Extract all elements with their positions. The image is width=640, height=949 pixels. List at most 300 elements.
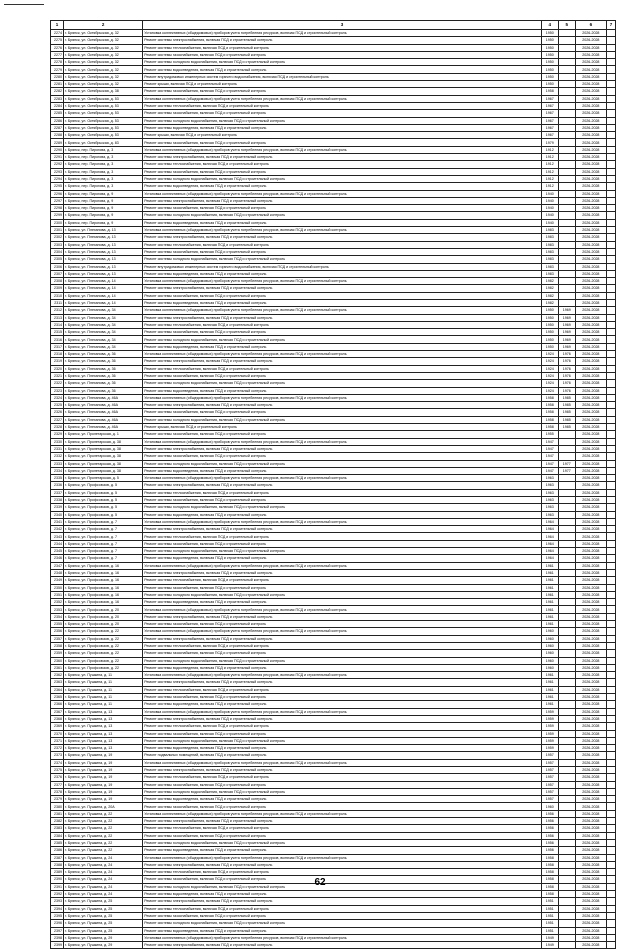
table-cell: г. Брянск, ул. Плеханова, д. 46А xyxy=(64,416,143,423)
table-cell xyxy=(606,438,615,445)
table-cell: 1961 xyxy=(541,577,558,584)
table-cell: 2329 xyxy=(51,431,64,438)
table-cell: г. Брянск, ул. Плеханова, д. 14 xyxy=(64,292,143,299)
table-cell: 2026-2028 xyxy=(575,664,606,671)
table-row xyxy=(51,256,616,263)
table-cell: 2337 xyxy=(51,489,64,496)
table-cell: г. Брянск, ул. Профсоюзов, д. 16 xyxy=(64,562,143,569)
table-cell: 2311 xyxy=(51,299,64,306)
table-cell: 2309 xyxy=(51,285,64,292)
table-cell xyxy=(606,409,615,416)
table-row xyxy=(51,796,616,803)
table-cell: Ремонт системы водоотведения, включая ПСД и строительный контроль xyxy=(143,511,541,518)
table-row xyxy=(51,825,616,832)
table-cell: 1964 xyxy=(541,533,558,540)
table-cell: Ремонт системы водоотведения, включая ПСД и строительный контроль xyxy=(143,183,541,190)
table-cell xyxy=(558,737,575,744)
table-cell: 1982 xyxy=(541,285,558,292)
table-cell: 2325 xyxy=(51,402,64,409)
table-cell: 2026-2028 xyxy=(575,759,606,766)
table-cell: 2349 xyxy=(51,577,64,584)
table-cell xyxy=(606,95,615,102)
table-cell: г. Брянск, ул. Профсоюзов, д. 22 xyxy=(64,650,143,657)
table-cell: 2279 xyxy=(51,66,64,73)
table-cell: 2026-2028 xyxy=(575,219,606,226)
table-cell: Ремонт системы водоотведения, включая ПСД и строительный контроль xyxy=(143,664,541,671)
table-cell: Ремонт системы холодного водоснабжения, включая ПСД и строительный контроль xyxy=(143,117,541,124)
table-cell: 2026-2028 xyxy=(575,248,606,255)
table-cell xyxy=(606,102,615,109)
table-cell: г. Брянск, ул. Октябрьская, д. 53 xyxy=(64,117,143,124)
table-row xyxy=(51,219,616,226)
table-row xyxy=(51,248,616,255)
table-cell: Ремонт системы электроснабжения, включая ПСД и строительный контроль xyxy=(143,234,541,241)
table-row xyxy=(51,942,616,949)
table-cell: г. Брянск, ул. Пушкина, д. 24 xyxy=(64,854,143,861)
table-cell: Ремонт системы газоснабжения, включая ПСД и строительный контроль xyxy=(143,584,541,591)
table-row xyxy=(51,810,616,817)
table-cell: 2026-2028 xyxy=(575,628,606,635)
table-cell: Ремонт системы электроснабжения, включая ПСД и строительный контроль xyxy=(143,861,541,868)
table-cell: 1961 xyxy=(541,672,558,679)
table-cell: г. Брянск, ул. Пушкина, д. 25 xyxy=(64,927,143,934)
table-cell: 1912 xyxy=(541,175,558,182)
table-cell: г. Брянск, ул. Пушкина, д. 29 xyxy=(64,934,143,941)
table-cell xyxy=(558,95,575,102)
table-cell: 1959 xyxy=(541,723,558,730)
table-cell xyxy=(606,205,615,212)
table-cell xyxy=(606,44,615,51)
table-row xyxy=(51,715,616,722)
table-cell: 2372 xyxy=(51,745,64,752)
table-cell: 1983 xyxy=(541,248,558,255)
table-cell: Ремонт системы холодного водоснабжения, включая ПСД и строительный контроль xyxy=(143,839,541,846)
table-cell xyxy=(606,270,615,277)
table-cell xyxy=(606,365,615,372)
table-cell: Ремонт системы газоснабжения, включая ПСД и строительный контроль xyxy=(143,803,541,810)
table-cell: Ремонт системы водоотведения, включая ПСД и строительный контроль xyxy=(143,796,541,803)
table-cell: 2026-2028 xyxy=(575,752,606,759)
table-cell: Ремонт системы газоснабжения, включая ПСД и строительный контроль xyxy=(143,329,541,336)
table-cell xyxy=(606,307,615,314)
table-cell xyxy=(606,774,615,781)
table-cell: г. Брянск, ул. Октябрьская, д. 53 xyxy=(64,102,143,109)
table-cell xyxy=(606,591,615,598)
table-cell xyxy=(606,402,615,409)
table-cell xyxy=(558,270,575,277)
table-cell xyxy=(558,183,575,190)
table-row xyxy=(51,788,616,795)
table-row xyxy=(51,139,616,146)
table-cell: 2350 xyxy=(51,584,64,591)
table-cell: 2026-2028 xyxy=(575,832,606,839)
table-cell: г. Брянск, ул. Пушкина, д. 22 xyxy=(64,832,143,839)
table-cell: 2026-2028 xyxy=(575,51,606,58)
table-cell: Ремонт системы холодного водоснабжения, включая ПСД и строительный контроль xyxy=(143,460,541,467)
table-cell: Ремонт системы водоотведения, включая ПСД и строительный контроль xyxy=(143,891,541,898)
table-cell: г. Брянск, ул. Плеханова, д. 34 xyxy=(64,321,143,328)
table-cell: 2373 xyxy=(51,752,64,759)
table-cell: 1964 xyxy=(541,548,558,555)
table-cell xyxy=(558,299,575,306)
table-cell: Ремонт системы холодного водоснабжения, включая ПСД и строительный контроль xyxy=(143,504,541,511)
table-cell xyxy=(606,263,615,270)
table-cell: 1950 xyxy=(541,329,558,336)
table-cell xyxy=(606,664,615,671)
table-row xyxy=(51,606,616,613)
table-row xyxy=(51,285,616,292)
table-cell xyxy=(558,278,575,285)
table-cell: 2332 xyxy=(51,453,64,460)
table-cell xyxy=(558,475,575,482)
table-cell: 2282 xyxy=(51,88,64,95)
table-cell: г. Брянск, ул. Профсоюзов, д. 20 xyxy=(64,621,143,628)
table-cell: г. Брянск, ул. Профсоюзов, д. 5 xyxy=(64,511,143,518)
table-cell: г. Брянск, ул. Пушкина, д. 24 xyxy=(64,883,143,890)
table-cell: 2026-2028 xyxy=(575,175,606,182)
table-cell xyxy=(606,504,615,511)
table-cell: 2379 xyxy=(51,796,64,803)
table-cell: 2392 xyxy=(51,891,64,898)
table-cell: 1957 xyxy=(541,766,558,773)
table-cell: Установка коллективных (общедомовых) приборов учета потребления ресурсов, включая ПСД и строительный контроль xyxy=(143,562,541,569)
table-row xyxy=(51,927,616,934)
table-cell: 1960 xyxy=(541,635,558,642)
table-cell xyxy=(558,161,575,168)
table-cell: 1960 xyxy=(541,657,558,664)
table-cell: 2286 xyxy=(51,117,64,124)
table-cell: 2285 xyxy=(51,110,64,117)
table-cell xyxy=(606,548,615,555)
table-cell: г. Брянск, пер. Пирогова, д. 9 xyxy=(64,197,143,204)
table-cell: 2026-2028 xyxy=(575,810,606,817)
table-cell: 2026-2028 xyxy=(575,715,606,722)
table-cell: г. Брянск, ул. Плеханова, д. 36 xyxy=(64,351,143,358)
table-cell xyxy=(606,781,615,788)
table-cell: г. Брянск, пер. Пирогова, д. 3 xyxy=(64,154,143,161)
table-cell: 1940 xyxy=(541,190,558,197)
table-row xyxy=(51,766,616,773)
table-cell xyxy=(606,453,615,460)
table-cell: Ремонт системы теплоснабжения, включая ПСД и строительный контроль xyxy=(143,905,541,912)
table-cell: г. Брянск, ул. Профсоюзов, д. 7 xyxy=(64,533,143,540)
table-cell: 2277 xyxy=(51,51,64,58)
table-cell xyxy=(558,766,575,773)
table-cell: г. Брянск, ул. Профсоюзов, д. 20 xyxy=(64,606,143,613)
table-cell xyxy=(558,810,575,817)
table-row xyxy=(51,475,616,482)
table-cell xyxy=(558,88,575,95)
table-cell xyxy=(606,562,615,569)
table-cell: 2026-2028 xyxy=(575,927,606,934)
table-cell: 2383 xyxy=(51,825,64,832)
table-cell: 1958 xyxy=(541,861,558,868)
table-cell xyxy=(558,796,575,803)
table-row xyxy=(51,752,616,759)
table-cell: Установка коллективных (общедомовых) приборов учета потребления ресурсов, включая ПСД и строительный контроль xyxy=(143,190,541,197)
table-cell: 2289 xyxy=(51,139,64,146)
table-cell xyxy=(606,197,615,204)
table-cell: 2026-2028 xyxy=(575,431,606,438)
table-cell: 2026-2028 xyxy=(575,606,606,613)
table-cell: 1951 xyxy=(541,898,558,905)
table-cell: г. Брянск, ул. Пушкина, д. 19 xyxy=(64,788,143,795)
table-cell xyxy=(558,117,575,124)
header-cell: 6 xyxy=(575,21,606,30)
table-cell xyxy=(606,59,615,66)
table-cell: 2362 xyxy=(51,672,64,679)
table-cell: г. Брянск, ул. Пушкина, д. 19 xyxy=(64,774,143,781)
table-cell: 2371 xyxy=(51,737,64,744)
table-cell: г. Брянск, ул. Плеханова, д. 34 xyxy=(64,343,143,350)
table-cell: г. Брянск, пер. Пирогова, д. 3 xyxy=(64,168,143,175)
table-cell: 2365 xyxy=(51,694,64,701)
table-row xyxy=(51,358,616,365)
table-cell: 2026-2028 xyxy=(575,132,606,139)
table-cell: 2026-2028 xyxy=(575,613,606,620)
table-cell: 2367 xyxy=(51,708,64,715)
table-cell xyxy=(606,168,615,175)
table-cell: Ремонт системы теплоснабжения, включая ПСД и строительный контроль xyxy=(143,161,541,168)
table-cell: Ремонт системы электроснабжения, включая ПСД и строительный контроль xyxy=(143,285,541,292)
table-cell: 1967 xyxy=(541,110,558,117)
table-cell: Ремонт системы водоотведения, включая ПСД и строительный контроль xyxy=(143,343,541,350)
table-cell: г. Брянск, ул. Профсоюзов, д. 7 xyxy=(64,548,143,555)
table-cell: Ремонт системы газоснабжения, включая ПСД и строительный контроль xyxy=(143,88,541,95)
table-cell: Ремонт системы электроснабжения, включая ПСД и строительный контроль xyxy=(143,526,541,533)
table-cell: 2399 xyxy=(51,942,64,949)
table-cell: г. Брянск, ул. Октябрьская, д. 32 xyxy=(64,73,143,80)
table-cell: г. Брянск, ул. Плеханова, д. 13 xyxy=(64,256,143,263)
table-cell xyxy=(558,518,575,525)
table-cell xyxy=(558,577,575,584)
table-cell: 2026-2028 xyxy=(575,66,606,73)
table-cell: 1950 xyxy=(541,336,558,343)
table-cell: 2026-2028 xyxy=(575,876,606,883)
table-cell: 2340 xyxy=(51,511,64,518)
table-cell xyxy=(558,555,575,562)
table-cell: 1924 xyxy=(541,365,558,372)
table-cell: г. Брянск, ул. Профсоюзов, д. 7 xyxy=(64,518,143,525)
table-row xyxy=(51,307,616,314)
table-cell: 2316 xyxy=(51,336,64,343)
table-cell xyxy=(558,708,575,715)
table-cell: 1963 xyxy=(541,482,558,489)
table-row xyxy=(51,460,616,467)
works-table xyxy=(50,20,616,949)
table-cell: Ремонт крыши, включая ПСД и строительный контроль xyxy=(143,424,541,431)
table-cell: 2026-2028 xyxy=(575,723,606,730)
table-cell xyxy=(558,190,575,197)
table-cell: 1964 xyxy=(541,540,558,547)
table-row xyxy=(51,672,616,679)
table-cell: 1985 xyxy=(558,409,575,416)
table-cell: 2344 xyxy=(51,540,64,547)
table-cell: г. Брянск, ул. Пролетарская, д. 38 xyxy=(64,445,143,452)
table-cell: г. Брянск, ул. Профсоюзов, д. 22 xyxy=(64,664,143,671)
table-row xyxy=(51,110,616,117)
table-cell: 1947 xyxy=(541,438,558,445)
table-cell: г. Брянск, ул. Пушкина, д. 19 xyxy=(64,796,143,803)
table-cell: Ремонт системы электроснабжения, включая ПСД и строительный контроль xyxy=(143,898,541,905)
table-row xyxy=(51,263,616,270)
table-cell: г. Брянск, ул. Плеханова, д. 46А xyxy=(64,402,143,409)
table-cell: г. Брянск, пер. Пирогова, д. 9 xyxy=(64,212,143,219)
table-cell: 2288 xyxy=(51,132,64,139)
table-cell: 2317 xyxy=(51,343,64,350)
table-cell: 2026-2028 xyxy=(575,621,606,628)
table-cell: г. Брянск, пер. Пирогова, д. 3 xyxy=(64,175,143,182)
table-row xyxy=(51,562,616,569)
table-row xyxy=(51,365,616,372)
table-cell: 1950 xyxy=(541,81,558,88)
table-cell: 1959 xyxy=(541,715,558,722)
table-cell xyxy=(606,752,615,759)
table-cell xyxy=(558,445,575,452)
table-cell: 2298 xyxy=(51,205,64,212)
table-cell: 2026-2028 xyxy=(575,912,606,919)
table-row xyxy=(51,387,616,394)
table-cell: Установка коллективных (общедомовых) приборов учета потребления ресурсов, включая ПСД и строительный контроль xyxy=(143,146,541,153)
page-number: 62 xyxy=(314,877,326,888)
table-cell: 2026-2028 xyxy=(575,708,606,715)
table-cell: Ремонт системы теплоснабжения, включая ПСД и строительный контроль xyxy=(143,321,541,328)
table-cell: 2026-2028 xyxy=(575,467,606,474)
table-cell: г. Брянск, ул. Профсоюзов, д. 22 xyxy=(64,642,143,649)
table-cell: 2026-2028 xyxy=(575,372,606,379)
table-cell: Установка коллективных (общедомовых) приборов учета потребления ресурсов, включая ПСД и строительный контроль xyxy=(143,475,541,482)
table-cell: 2026-2028 xyxy=(575,270,606,277)
table-cell: 2322 xyxy=(51,380,64,387)
table-cell: г. Брянск, ул. Плеханова, д. 13 xyxy=(64,241,143,248)
table-cell: 2389 xyxy=(51,869,64,876)
table-cell: г. Брянск, ул. Октябрьская, д. 32 xyxy=(64,59,143,66)
header-cell: 7 xyxy=(606,21,615,30)
table-cell: Ремонт системы теплоснабжения, включая ПСД и строительный контроль xyxy=(143,686,541,693)
table-cell: Установка коллективных (общедомовых) приборов учета потребления ресурсов, включая ПСД и строительный контроль xyxy=(143,95,541,102)
table-cell: 2026-2028 xyxy=(575,562,606,569)
table-cell: 2026-2028 xyxy=(575,197,606,204)
table-cell: 2278 xyxy=(51,59,64,66)
table-row xyxy=(51,745,616,752)
table-cell: 1912 xyxy=(541,183,558,190)
table-cell: 2296 xyxy=(51,190,64,197)
table-row xyxy=(51,504,616,511)
table-cell: 1950 xyxy=(541,30,558,37)
table-cell xyxy=(558,613,575,620)
table-cell: 1950 xyxy=(541,51,558,58)
table-cell: 1967 xyxy=(541,132,558,139)
table-cell: 2026-2028 xyxy=(575,642,606,649)
table-cell: 2026-2028 xyxy=(575,154,606,161)
table-cell: 1961 xyxy=(541,606,558,613)
table-cell: 2283 xyxy=(51,95,64,102)
table-row xyxy=(51,372,616,379)
table-cell: Ремонт системы газоснабжения, включая ПСД и строительный контроль xyxy=(143,372,541,379)
table-cell xyxy=(606,803,615,810)
table-cell: 1960 xyxy=(541,628,558,635)
table-cell: г. Брянск, ул. Профсоюзов, д. 7 xyxy=(64,555,143,562)
table-cell: 2026-2028 xyxy=(575,329,606,336)
table-cell: Ремонт внутридомовых инженерных систем горячего водоснабжения, включая ПСД и строительный контроль xyxy=(143,73,541,80)
table-cell: 1956 xyxy=(541,847,558,854)
table-cell: г. Брянск, ул. Октябрьская, д. 53 xyxy=(64,95,143,102)
table-cell xyxy=(558,504,575,511)
table-cell xyxy=(558,540,575,547)
table-cell xyxy=(606,613,615,620)
table-cell: 2364 xyxy=(51,686,64,693)
table-cell xyxy=(558,533,575,540)
table-cell xyxy=(558,197,575,204)
table-cell: 2299 xyxy=(51,212,64,219)
table-cell: 1950 xyxy=(541,44,558,51)
table-cell: г. Брянск, пер. Пирогова, д. 9 xyxy=(64,219,143,226)
table-cell: 1956 xyxy=(541,839,558,846)
table-cell: 1977 xyxy=(558,460,575,467)
table-cell: 1983 xyxy=(541,241,558,248)
table-row xyxy=(51,88,616,95)
table-cell: 1951 xyxy=(541,920,558,927)
table-cell: 1958 xyxy=(541,402,558,409)
table-cell: Ремонт системы теплоснабжения, включая ПСД и строительный контроль xyxy=(143,102,541,109)
table-cell: 1983 xyxy=(541,270,558,277)
table-cell: 1983 xyxy=(541,256,558,263)
table-cell: Установка коллективных (общедомовых) приборов учета потребления ресурсов, включая ПСД и строительный контроль xyxy=(143,307,541,314)
table-cell: г. Брянск, ул. Пушкина, д. 11 xyxy=(64,672,143,679)
table-cell: 2370 xyxy=(51,730,64,737)
table-cell: Ремонт системы холодного водоснабжения, включая ПСД и строительный контроль xyxy=(143,737,541,744)
table-cell: Ремонт системы теплоснабжения, включая ПСД и строительный контроль xyxy=(143,533,541,540)
table-cell xyxy=(606,686,615,693)
table-cell: 2026-2028 xyxy=(575,475,606,482)
table-cell xyxy=(606,358,615,365)
table-cell: г. Брянск, ул. Профсоюзов, д. 5 xyxy=(64,482,143,489)
table-cell: 2026-2028 xyxy=(575,905,606,912)
table-row xyxy=(51,774,616,781)
table-row xyxy=(51,168,616,175)
table-cell xyxy=(558,650,575,657)
table-cell: 1961 xyxy=(541,599,558,606)
table-cell: 2318 xyxy=(51,351,64,358)
table-row xyxy=(51,212,616,219)
table-cell xyxy=(558,642,575,649)
table-cell xyxy=(558,263,575,270)
table-cell: Ремонт системы водоотведения, включая ПСД и строительный контроль xyxy=(143,555,541,562)
table-cell: Установка коллективных (общедомовых) приборов учета потребления ресурсов, включая ПСД и строительный контроль xyxy=(143,394,541,401)
table-cell: 1950 xyxy=(541,37,558,44)
table-cell: 2378 xyxy=(51,788,64,795)
table-cell: Ремонт системы теплоснабжения, включая ПСД и строительный контроль xyxy=(143,869,541,876)
table-row xyxy=(51,44,616,51)
table-cell xyxy=(558,569,575,576)
table-cell xyxy=(558,701,575,708)
table-cell: 2026-2028 xyxy=(575,548,606,555)
table-cell: Ремонт системы электроснабжения, включая ПСД и строительный контроль xyxy=(143,679,541,686)
table-cell: 2307 xyxy=(51,270,64,277)
table-cell: 2026-2028 xyxy=(575,321,606,328)
table-cell: г. Брянск, ул. Октябрьская, д. 32 xyxy=(64,37,143,44)
table-cell xyxy=(558,438,575,445)
table-cell: Ремонт системы электроснабжения, включая ПСД и строительный контроль xyxy=(143,445,541,452)
table-cell: 1956 xyxy=(541,818,558,825)
table-cell xyxy=(606,715,615,722)
table-cell: 2334 xyxy=(51,467,64,474)
table-row xyxy=(51,146,616,153)
table-row xyxy=(51,664,616,671)
table-cell: 2026-2028 xyxy=(575,88,606,95)
table-cell: 1924 xyxy=(541,351,558,358)
table-cell: 2359 xyxy=(51,650,64,657)
